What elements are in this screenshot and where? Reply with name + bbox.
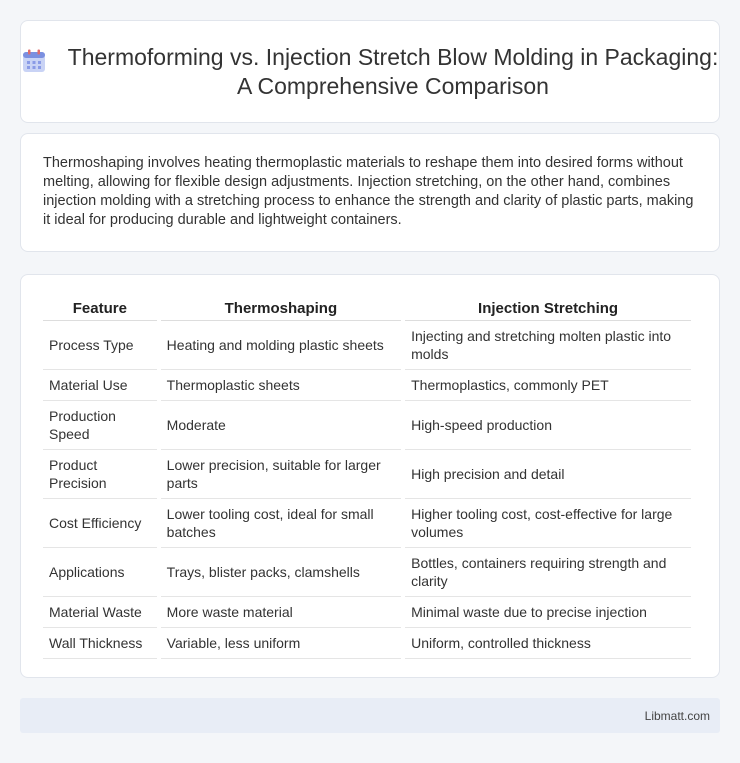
injection-cell: Injecting and stretching molten plastic into molds <box>405 321 691 370</box>
title-card <box>20 20 720 123</box>
intro-card <box>20 133 720 252</box>
injection-cell: Minimal waste due to precise injection <box>405 597 691 628</box>
table-row <box>43 321 691 370</box>
injection-cell: Bottles, containers requiring strength and clarity <box>405 548 691 597</box>
injection-cell: Thermoplastics, commonly PET <box>405 370 691 401</box>
thermoshaping-cell: Variable, less uniform <box>161 628 401 659</box>
thermoshaping-cell: Trays, blister packs, clamshells <box>161 548 401 597</box>
feature-cell: Product Precision <box>43 450 157 499</box>
feature-cell: Material Waste <box>43 597 157 628</box>
feature-cell: Process Type <box>43 321 157 370</box>
thermoshaping-cell: Thermoplastic sheets <box>161 370 401 401</box>
intro-text: Thermoshaping involves heating thermoplastic materials to reshape them into desired forms without melting, allowing for flexible design adjustments. Injection stretching, on the other hand, combines injection molding with a stretching process to enhance the strength and clarity of plastic parts, making it ideal for producing durable and lightweight containers. <box>43 155 694 228</box>
table-row <box>43 401 691 450</box>
thermoshaping-cell: Lower precision, suitable for larger parts <box>161 450 401 499</box>
table-row <box>43 548 691 597</box>
table-row <box>43 597 691 628</box>
feature-cell: Production Speed <box>43 401 157 450</box>
table-row <box>43 450 691 499</box>
footer-brand[interactable]: Libmatt.com <box>644 708 710 723</box>
thermoshaping-cell: More waste material <box>161 597 401 628</box>
feature-cell: Material Use <box>43 370 157 401</box>
feature-cell: Cost Efficiency <box>43 499 157 548</box>
page-title: Thermoforming vs. Injection Stretch Blow Molding in Packaging: A Comprehensive Comparison <box>67 43 719 99</box>
injection-cell: High-speed production <box>405 401 691 450</box>
feature-cell: Applications <box>43 548 157 597</box>
injection-cell: Higher tooling cost, cost-effective for large volumes <box>405 499 691 548</box>
thermoshaping-cell: Moderate <box>161 401 401 450</box>
thermoshaping-cell: Lower tooling cost, ideal for small batches <box>161 499 401 548</box>
feature-cell: Wall Thickness <box>43 628 157 659</box>
calendar-icon <box>21 48 47 74</box>
injection-cell: Uniform, controlled thickness <box>405 628 691 659</box>
thermoshaping-cell: Heating and molding plastic sheets <box>161 321 401 370</box>
table-header-row <box>43 295 691 321</box>
column-header-thermoshaping: Thermoshaping <box>161 295 401 321</box>
comparison-table <box>39 295 695 659</box>
table-row <box>43 628 691 659</box>
footer <box>20 698 720 733</box>
comparison-card <box>20 274 720 678</box>
table-row <box>43 499 691 548</box>
column-header-injection-stretching: Injection Stretching <box>405 295 691 321</box>
table-row <box>43 370 691 401</box>
column-header-feature: Feature <box>43 295 157 321</box>
injection-cell: High precision and detail <box>405 450 691 499</box>
